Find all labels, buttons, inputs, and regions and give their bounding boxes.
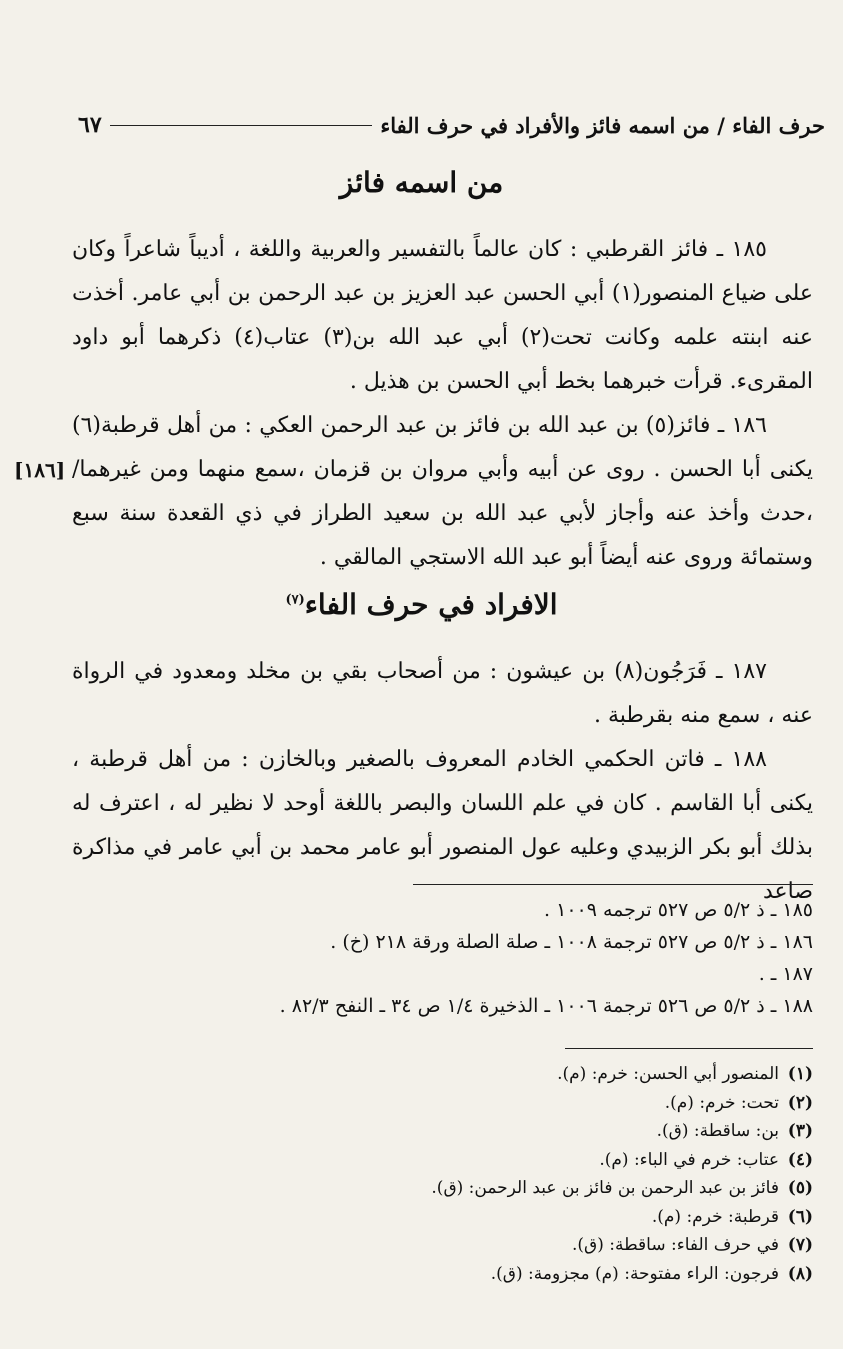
footnote xyxy=(60,1174,813,1203)
footnote-text: في حرف الفاء: ساقطة: (ق). xyxy=(571,1235,779,1255)
running-head-title: حرف الفاء / من اسمه فائز والأفراد في حرف الفاء xyxy=(380,112,825,138)
footnote-number: (٥) xyxy=(787,1178,813,1198)
running-head-rule xyxy=(110,125,373,126)
footnote-text: المنصور أبي الحسن: خرم: (م). xyxy=(557,1064,779,1084)
source-line: ١٨٥ ـ ذ ٥/٢ ص ٥٢٧ ترجمه ١٠٠٩ . xyxy=(544,899,813,921)
running-head xyxy=(78,108,825,142)
footnote-text: فرجون: الراء مفتوحة: (م) مجزومة: (ق). xyxy=(490,1263,779,1284)
footnote xyxy=(60,1089,813,1118)
footnote-number: (١) xyxy=(787,1064,813,1084)
footnote xyxy=(60,1260,813,1289)
source-line: ١٨٦ ـ ذ ٥/٢ ص ٥٢٧ ترجمة ١٠٠٨ ـ صلة الصلة ورقة ٢١٨ (خ) . xyxy=(330,931,813,953)
footnote-number: (٤) xyxy=(787,1149,813,1170)
footnote-number: (٣) xyxy=(787,1121,813,1141)
entry-185: ١٨٥ ـ فائز القرطبي : كان عالماً بالتفسير والعربية واللغة ، أديباً شاعراً وكان على ضياع المنصور(١) أبي الحسن عبد العزيز بن عبد الرحمن بن أبي عامر. أخذت عنه ابنته علمه وكانت تحت(٢) أبي عبد الله بن(٣) عتاب(٤) ذكرهما أبو داود المقرىء. قرأت خبرهما بخط أبي الحسن بن هذيل . xyxy=(72,237,813,394)
entry-187: ١٨٧ ـ فَرَجُون(٨) بن عيشون : من أصحاب بقي بن مخلد ومعدود في الرواة عنه ، سمع منه بقرطبة . xyxy=(72,659,813,728)
section-heading-afrad xyxy=(60,588,783,621)
source-line: ١٨٨ ـ ذ ٥/٢ ص ٥٢٦ ترجمة ١٠٠٦ ـ الذخيرة ١/٤ ص ٣٤ ـ النفح ٨٢/٣ . xyxy=(279,995,813,1017)
margin-reference: [١٨٦] xyxy=(14,458,66,482)
entry-188: ١٨٨ ـ فاتن الحكمي الخادم المعروف بالصغير وبالخازن : من أهل قرطبة ، يكنى أبا القاسم . كان في علم اللسان والبصر باللغة أوحد لا نظير له ، اعترف له بذلك أبو بكر الزبيدي وعليه عول المنصور أبو عامر محمد بن أبي عامر في مذاكرة صاعد xyxy=(72,747,813,904)
section-heading-afrad-note: (٧) xyxy=(285,592,305,608)
footnotes-list xyxy=(60,1060,813,1288)
footnote xyxy=(60,1203,813,1232)
footnote-number: (٧) xyxy=(787,1235,813,1255)
footnote-number: (٦) xyxy=(787,1206,813,1227)
footnote xyxy=(60,1231,813,1260)
footnote xyxy=(60,1146,813,1175)
entry-186: ١٨٦ ـ فائز(٥) بن عبد الله بن فائز بن عبد الرحمن العكي : من أهل قرطبة(٦) يكنى أبا الحسن . روى عن أبيه وأبي مروان بن قزمان ،سمع منهما ومن غيرهما/ ،حدث وأخذ عنه وأجاز لأبي عبد الله بن سعيد الطراز في ذي القعدة سنة سبع وستمائة وروى عنه أيضاً أبو عبد الله الاستجي المالقي . xyxy=(72,413,813,570)
footnote-text: قرطبة: خرم: (م). xyxy=(651,1206,779,1227)
section-heading-faiz: من اسمه فائز xyxy=(339,166,504,199)
source-line: ١٨٧ ـ . xyxy=(758,963,813,985)
section-heading-afrad-text: الافراد في حرف الفاء xyxy=(304,588,558,621)
section-faiz-body xyxy=(72,228,813,580)
section-afrad-body xyxy=(72,650,813,914)
footnote-number: (٢) xyxy=(787,1092,813,1113)
footnote-text: تحت: خرم: (م). xyxy=(664,1092,779,1113)
page-number: ٦٧ xyxy=(78,112,102,138)
footnote-number: (٨) xyxy=(787,1263,813,1284)
footnote-text: عتاب: خرم في الباء: (م). xyxy=(599,1149,779,1170)
footnote-text: فائز بن عبد الرحمن بن فائز بن عبد الرحمن: (ق). xyxy=(431,1178,779,1198)
sources-divider xyxy=(413,884,813,885)
footnotes-divider xyxy=(565,1048,813,1049)
footnote xyxy=(60,1117,813,1146)
footnote xyxy=(60,1060,813,1089)
footnote-text: بن: ساقطة: (ق). xyxy=(656,1121,779,1141)
sources-list xyxy=(60,894,813,1022)
